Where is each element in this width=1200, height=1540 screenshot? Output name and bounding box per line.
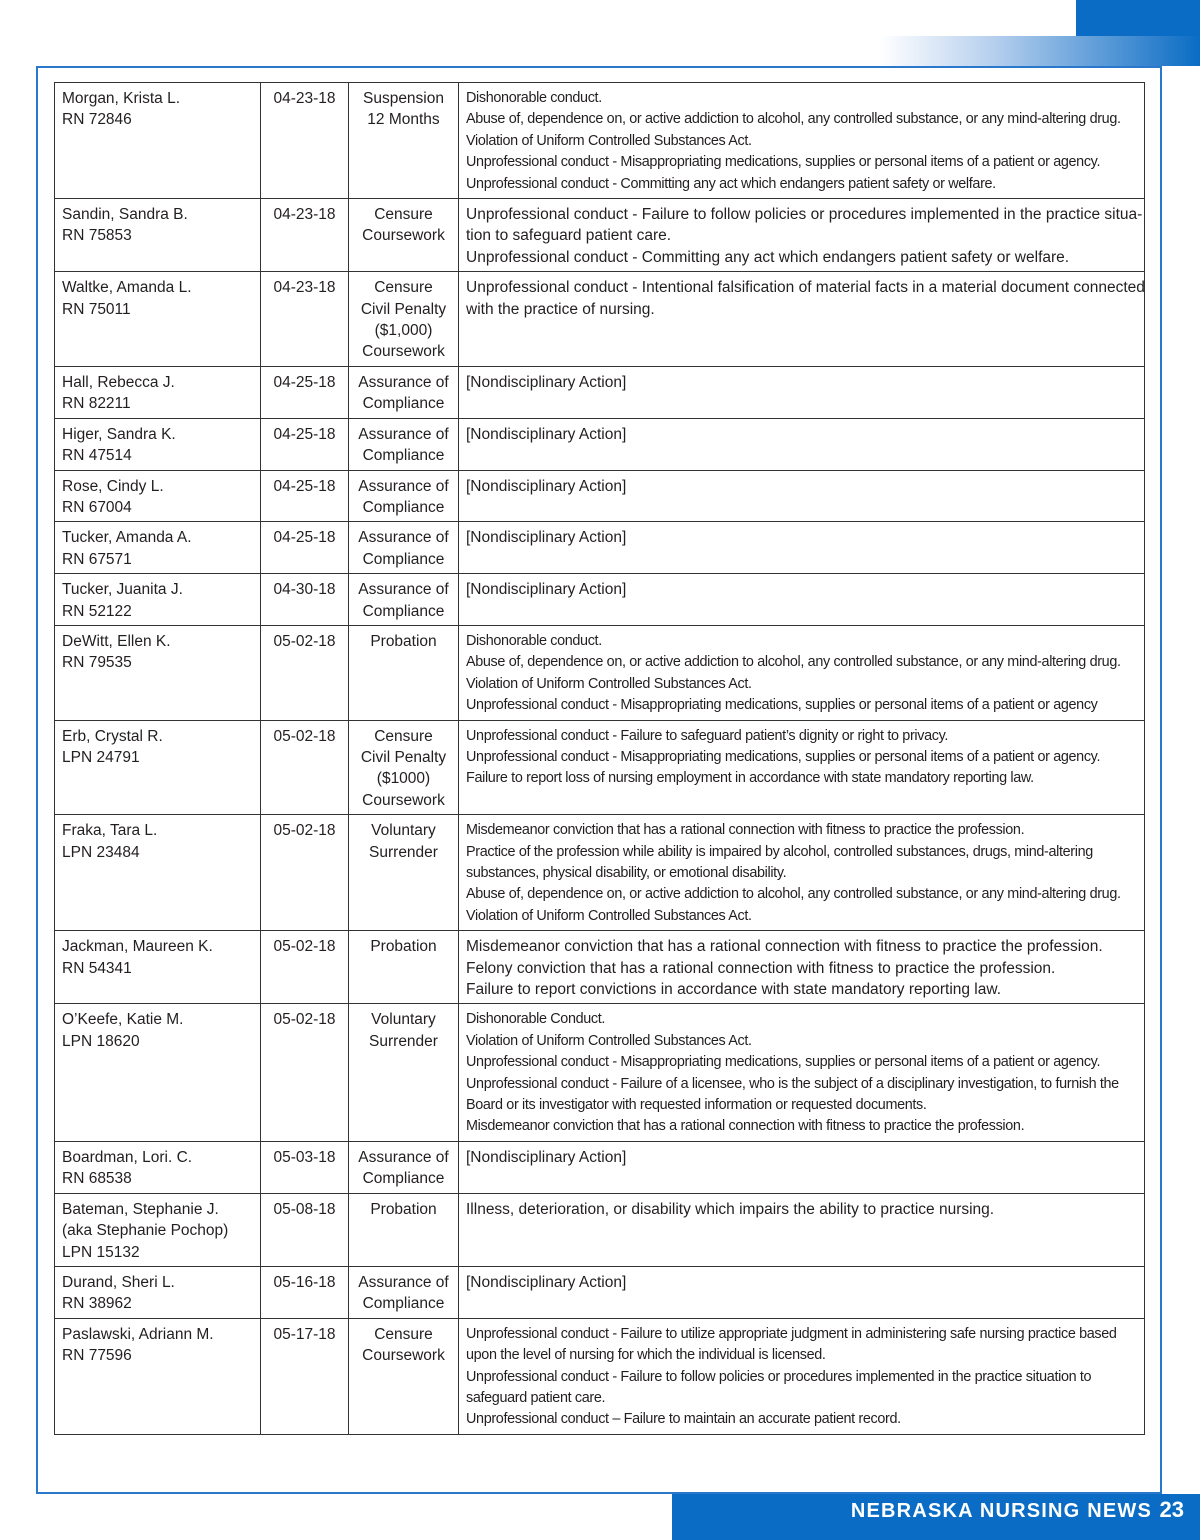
licensee-line: Sandin, Sandra B. <box>62 206 188 224</box>
action-cell <box>349 720 459 815</box>
disciplinary-actions-table <box>54 82 1145 1435</box>
violation-line: Violation of Uniform Controlled Substances Act. <box>466 1032 752 1049</box>
table-row <box>55 199 1145 272</box>
licensee-cell <box>55 1318 261 1434</box>
action-line: Censure <box>374 279 433 297</box>
violation-line: Misdemeanor conviction that has a rational connection with fitness to practice the profession. <box>466 822 1025 839</box>
table-row <box>55 83 1145 199</box>
licensee-line: Paslawski, Adriann M. <box>62 1325 214 1343</box>
licensee-line: RN 75011 <box>62 300 131 318</box>
date-cell <box>261 366 349 418</box>
violation-cell <box>459 625 1145 720</box>
action-line: Compliance <box>362 602 445 620</box>
date-cell <box>261 1004 349 1141</box>
violation-cell <box>459 1266 1145 1318</box>
violation-line: Violation of Uniform Controlled Substances Act. <box>466 907 752 924</box>
action-cell <box>349 522 459 574</box>
licensee-line: LPN 18620 <box>62 1032 140 1050</box>
violation-line: tion to safeguard patient care. <box>466 227 672 245</box>
action-date: 05-03-18 <box>273 1148 336 1166</box>
action-cell <box>349 574 459 626</box>
violation-line: Practice of the profession while ability is impaired by alcohol, controlled substances, drugs, mind-altering <box>466 843 1093 860</box>
table-row <box>55 815 1145 931</box>
action-line: Assurance of <box>358 1273 449 1291</box>
date-cell <box>261 1141 349 1193</box>
action-cell <box>349 1318 459 1434</box>
date-cell <box>261 931 349 1004</box>
licensee-line: RN 47514 <box>62 447 132 465</box>
licensee-cell <box>55 366 261 418</box>
violation-line: Dishonorable conduct. <box>466 90 602 106</box>
action-cell <box>349 931 459 1004</box>
violation-line: Unprofessional conduct – Failure to maintain an accurate patient record. <box>466 1411 901 1428</box>
action-line: Assurance of <box>358 477 449 495</box>
licensee-line: Higer, Sandra K. <box>62 425 176 443</box>
licensee-cell <box>55 720 261 815</box>
action-cell <box>349 1266 459 1318</box>
violation-cell <box>459 815 1145 931</box>
licensee-cell <box>55 418 261 470</box>
licensee-line: LPN 24791 <box>62 748 140 766</box>
violation-cell <box>459 522 1145 574</box>
action-date: 04-23-18 <box>273 90 336 107</box>
licensee-line: RN 67571 <box>62 550 132 568</box>
violation-cell <box>459 83 1145 199</box>
header-accent-block <box>1076 0 1200 36</box>
action-cell <box>349 272 459 367</box>
violation-line: Unprofessional conduct - Misappropriating medications, supplies or personal items of a patient or agency <box>466 697 1098 714</box>
action-line: Compliance <box>362 498 445 516</box>
table-row <box>55 574 1145 626</box>
violation-line: Misdemeanor conviction that has a rational connection with fitness to practice the profession. <box>466 938 1103 956</box>
violation-line: Unprofessional conduct - Misappropriating medications, supplies or personal items of a patient or agency. <box>466 748 1101 765</box>
table-row <box>55 418 1145 470</box>
licensee-cell <box>55 1004 261 1141</box>
date-cell <box>261 720 349 815</box>
violation-line: Misdemeanor conviction that has a rational connection with fitness to practice the profession. <box>466 1118 1025 1135</box>
action-line: Surrender <box>369 1032 438 1050</box>
table-row <box>55 625 1145 720</box>
action-line: Assurance of <box>358 1148 449 1166</box>
violation-line: Abuse of, dependence on, or active addiction to alcohol, any controlled substance, or any mind-altering drug. <box>466 886 1121 903</box>
licensee-cell <box>55 815 261 931</box>
violation-line: [Nondisciplinary Action] <box>466 581 627 599</box>
violation-line: [Nondisciplinary Action] <box>466 373 627 391</box>
licensee-line: LPN 23484 <box>62 843 140 861</box>
action-line: Compliance <box>362 447 445 465</box>
violation-cell <box>459 366 1145 418</box>
violation-cell <box>459 574 1145 626</box>
licensee-cell <box>55 470 261 522</box>
licensee-line: Durand, Sheri L. <box>62 1273 175 1291</box>
action-line: Coursework <box>362 1347 445 1365</box>
licensee-cell <box>55 83 261 199</box>
licensee-line: Waltke, Amanda L. <box>62 279 192 297</box>
violation-line: Unprofessional conduct - Failure to follow policies or procedures implemented in the practice situation to <box>466 1368 1092 1385</box>
violation-line: [Nondisciplinary Action] <box>466 529 627 547</box>
violation-line: Felony conviction that has a rational connection with fitness to practice the profession. <box>466 959 1056 977</box>
licensee-line: Fraka, Tara L. <box>62 822 158 840</box>
licensee-cell <box>55 1266 261 1318</box>
licensee-line: DeWitt, Ellen K. <box>62 632 171 650</box>
violation-cell <box>459 470 1145 522</box>
action-date: 04-25-18 <box>273 425 336 443</box>
action-line: Censure <box>374 1325 433 1343</box>
licensee-line: O’Keefe, Katie M. <box>62 1011 184 1029</box>
licensee-line: RN 67004 <box>62 498 132 516</box>
violation-line: Dishonorable conduct. <box>466 632 602 649</box>
action-line: 12 Months <box>367 111 440 129</box>
action-cell <box>349 1193 459 1266</box>
action-date: 04-30-18 <box>273 581 336 599</box>
violation-cell <box>459 272 1145 367</box>
violation-line: Unprofessional conduct - Misappropriating medications, supplies or personal items of a patient or agency. <box>466 1054 1101 1071</box>
licensee-line: Erb, Crystal R. <box>62 727 163 745</box>
violation-line: [Nondisciplinary Action] <box>466 1148 627 1166</box>
violation-line: Unprofessional conduct - Intentional falsification of material facts in a material document connected <box>466 279 1145 297</box>
violation-cell <box>459 1193 1145 1266</box>
licensee-line: RN 75853 <box>62 227 132 245</box>
licensee-line: RN 79535 <box>62 654 132 672</box>
violation-line: Unprofessional conduct - Committing any act which endangers patient safety or welfare. <box>466 175 996 192</box>
violation-line: Illness, deterioration, or disability which impairs the ability to practice nursing. <box>466 1200 995 1218</box>
action-line: Probation <box>370 938 437 956</box>
licensee-line: RN 38962 <box>62 1295 132 1313</box>
violation-line: Unprofessional conduct - Misappropriating medications, supplies or personal items of a patient or agency. <box>466 154 1101 171</box>
violation-line: substances, physical disability, or emotional disability. <box>466 865 787 881</box>
action-date: 04-23-18 <box>273 206 336 224</box>
action-date: 04-25-18 <box>273 477 336 495</box>
licensee-line: Boardman, Lori. C. <box>62 1148 193 1166</box>
action-line: Compliance <box>362 550 445 568</box>
action-date: 04-23-18 <box>273 279 336 297</box>
action-line: Censure <box>374 727 433 745</box>
action-cell <box>349 83 459 199</box>
action-cell <box>349 815 459 931</box>
licensee-line: RN 82211 <box>62 395 131 413</box>
action-line: Voluntary <box>371 822 436 840</box>
licensee-line: Hall, Rebecca J. <box>62 373 175 391</box>
violation-cell <box>459 199 1145 272</box>
action-line: Coursework <box>362 791 445 809</box>
table-row <box>55 1004 1145 1141</box>
action-date: 04-25-18 <box>273 373 336 391</box>
table-row <box>55 366 1145 418</box>
table-row <box>55 1266 1145 1318</box>
violation-line: Unprofessional conduct - Failure to follow policies or procedures implemented in the practice situa- <box>466 206 1143 224</box>
action-line: Civil Penalty <box>360 300 447 318</box>
action-cell <box>349 1004 459 1141</box>
action-cell <box>349 1141 459 1193</box>
violation-line: Board or its investigator with requested information or requested documents. <box>466 1097 927 1114</box>
violation-line: upon the level of nursing for which the individual is licensed. <box>466 1347 826 1364</box>
action-line: Coursework <box>362 227 445 245</box>
violation-line: Abuse of, dependence on, or active addiction to alcohol, any controlled substance, or any mind-altering drug. <box>466 111 1121 128</box>
violation-cell <box>459 1318 1145 1434</box>
licensee-line: RN 52122 <box>62 602 132 620</box>
table-body <box>55 83 1145 1435</box>
licensee-line: Morgan, Krista L. <box>62 90 181 107</box>
date-cell <box>261 574 349 626</box>
action-cell <box>349 418 459 470</box>
violation-line: Violation of Uniform Controlled Substances Act. <box>466 132 752 149</box>
action-line: ($1,000) <box>374 322 433 340</box>
licensee-cell <box>55 1193 261 1266</box>
violation-line: Failure to report loss of nursing employment in accordance with state mandatory reporting law. <box>466 770 1034 787</box>
action-line: Probation <box>370 1200 437 1218</box>
action-cell <box>349 199 459 272</box>
violation-cell <box>459 1004 1145 1141</box>
violation-line: Unprofessional conduct - Failure of a licensee, who is the subject of a disciplinary investigation, to furnish the <box>466 1075 1119 1092</box>
action-line: Censure <box>374 206 433 224</box>
date-cell <box>261 83 349 199</box>
licensee-line: RN 77596 <box>62 1347 132 1365</box>
table-row <box>55 1141 1145 1193</box>
action-line: Assurance of <box>358 425 449 443</box>
licensee-line: RN 54341 <box>62 959 132 977</box>
date-cell <box>261 418 349 470</box>
action-line: Surrender <box>369 843 438 861</box>
violation-line: [Nondisciplinary Action] <box>466 1273 627 1291</box>
date-cell <box>261 625 349 720</box>
date-cell <box>261 272 349 367</box>
date-cell <box>261 1193 349 1266</box>
violation-line: [Nondisciplinary Action] <box>466 425 627 443</box>
action-date: 05-02-18 <box>273 632 336 650</box>
action-line: Assurance of <box>358 373 449 391</box>
date-cell <box>261 470 349 522</box>
table-row <box>55 1193 1145 1266</box>
licensee-line: Rose, Cindy L. <box>62 477 164 495</box>
licensee-cell <box>55 272 261 367</box>
date-cell <box>261 522 349 574</box>
action-date: 05-17-18 <box>273 1325 336 1343</box>
violation-cell <box>459 418 1145 470</box>
action-date: 05-02-18 <box>273 1011 336 1029</box>
licensee-line: RN 72846 <box>62 111 132 129</box>
table-row <box>55 720 1145 815</box>
violation-line: [Nondisciplinary Action] <box>466 477 627 495</box>
table-row <box>55 522 1145 574</box>
action-line: Compliance <box>362 395 445 413</box>
action-line: ($1000) <box>376 770 431 788</box>
violation-line: Failure to report convictions in accordance with state mandatory reporting law. <box>466 981 1002 999</box>
header-accent-gradient <box>880 36 1200 66</box>
violation-line: Dishonorable Conduct. <box>466 1011 606 1028</box>
action-cell <box>349 625 459 720</box>
table-row <box>55 1318 1145 1434</box>
table-row <box>55 272 1145 367</box>
licensee-line: Tucker, Amanda A. <box>62 529 192 547</box>
table-row <box>55 931 1145 1004</box>
licensee-line: Bateman, Stephanie J. <box>62 1200 219 1218</box>
violation-cell <box>459 1141 1145 1193</box>
licensee-line: RN 68538 <box>62 1170 132 1188</box>
licensee-cell <box>55 574 261 626</box>
date-cell <box>261 815 349 931</box>
date-cell <box>261 1266 349 1318</box>
action-line: Assurance of <box>358 581 449 599</box>
action-date: 05-02-18 <box>273 822 336 840</box>
violation-line: Unprofessional conduct - Failure to utilize appropriate judgment in administering safe nursing practice based <box>466 1325 1117 1342</box>
action-line: Civil Penalty <box>360 748 447 766</box>
violation-line: Abuse of, dependence on, or active addiction to alcohol, any controlled substance, or any mind-altering drug. <box>466 654 1121 671</box>
date-cell <box>261 199 349 272</box>
publication-name: NEBRASKA NURSING NEWS <box>850 1500 1152 1522</box>
action-line: Probation <box>370 632 437 650</box>
licensee-line: Tucker, Juanita J. <box>62 581 183 599</box>
action-date: 04-25-18 <box>273 529 336 547</box>
violation-line: Unprofessional conduct - Committing any act which endangers patient safety or welfare. <box>466 248 1070 266</box>
table-row <box>55 470 1145 522</box>
licensee-cell <box>55 625 261 720</box>
violation-line: with the practice of nursing. <box>466 300 655 318</box>
licensee-cell <box>55 1141 261 1193</box>
violation-line: Unprofessional conduct - Failure to safeguard patient’s dignity or right to privacy. <box>466 727 949 744</box>
action-cell <box>349 366 459 418</box>
page-number: 23 <box>1159 1497 1184 1522</box>
action-line: Voluntary <box>371 1011 436 1029</box>
action-date: 05-02-18 <box>273 938 336 956</box>
action-line: Compliance <box>362 1170 445 1188</box>
licensee-cell <box>55 522 261 574</box>
violation-cell <box>459 931 1145 1004</box>
licensee-cell <box>55 199 261 272</box>
action-date: 05-16-18 <box>273 1273 336 1291</box>
action-cell <box>349 470 459 522</box>
action-line: Assurance of <box>358 529 449 547</box>
action-line: Coursework <box>362 343 445 361</box>
action-line: Suspension <box>362 90 444 107</box>
licensee-line: (aka Stephanie Pochop) <box>62 1222 229 1240</box>
licensee-line: LPN 15132 <box>62 1243 140 1261</box>
violation-line: Violation of Uniform Controlled Substances Act. <box>466 675 752 692</box>
licensee-cell <box>55 931 261 1004</box>
licensee-line: Jackman, Maureen K. <box>62 938 213 956</box>
action-date: 05-02-18 <box>273 727 336 745</box>
action-line: Compliance <box>362 1295 445 1313</box>
violation-line: safeguard patient care. <box>466 1389 606 1406</box>
action-date: 05-08-18 <box>273 1200 336 1218</box>
date-cell <box>261 1318 349 1434</box>
violation-cell <box>459 720 1145 815</box>
